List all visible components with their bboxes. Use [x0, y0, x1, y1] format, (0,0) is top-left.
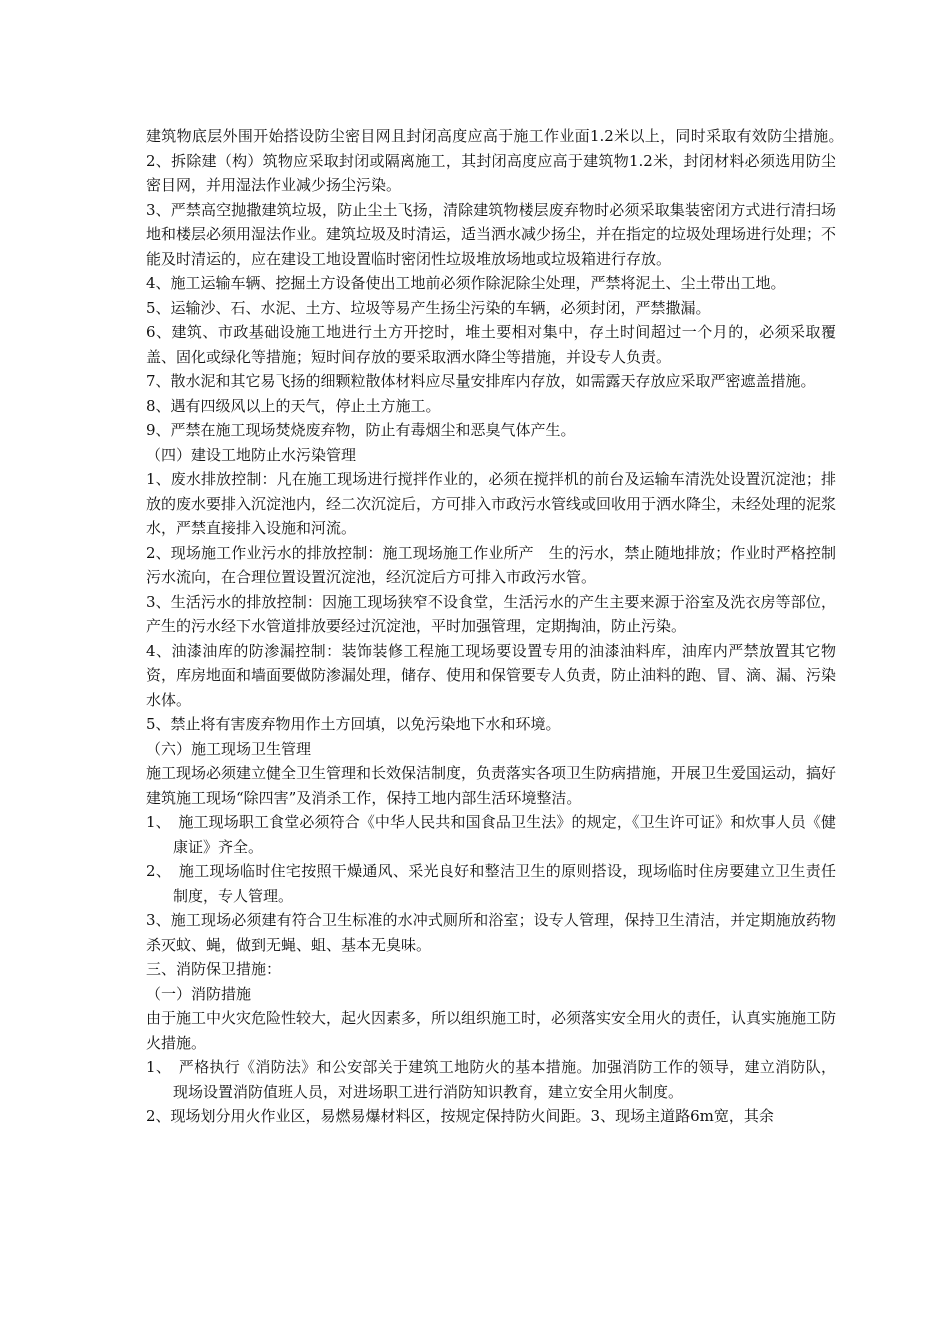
- paragraph-hygiene-intro: 施工现场必须建立健全卫生管理和长效保洁制度，负责落实各项卫生防病措施，开展卫生爱国运动，搞好建筑施工现场“除四害”及消杀工作，保持工地内部生活环境整洁。: [146, 764, 837, 807]
- paragraph-paint-storage: 4、油漆油库的防渗漏控制：装饰装修工程施工现场要设置专用的油漆油料库，油库内严禁放置其它物资，库房地面和墙面要做防渗漏处理，储存、使用和保管要专人负责，防止油料的跑、冒、滴、漏、污染水体。: [146, 641, 837, 709]
- paragraph-backfill: 5、禁止将有害废弃物用作土方回填，以免污染地下水和环境。: [146, 715, 561, 733]
- section-heading-fire-security: 三、消防保卫措施：: [146, 960, 282, 978]
- document-body: [146, 124, 852, 1129]
- paragraph-toilets: 3、施工现场必须建有符合卫生标准的水冲式厕所和浴室；设专人管理，保持卫生清洁，并定期施放药物杀灭蚊、蝇，做到无蝇、蛆、基本无臭味。: [146, 911, 836, 954]
- paragraph-dust-fence: 建筑物底层外围开始搭设防尘密目网且封闭高度应高于施工作业面1.2米以上，同时采取有效防尘措施。 2、拆除建（构）筑物应采取封闭或隔离施工，其封闭高度应高于建筑物1.2米，封闭材料必须选用防尘密目网，并用湿法作业减少扬尘污染。: [146, 127, 852, 194]
- paragraph-item-3-waste: 3、严禁高空抛撒建筑垃圾，防止尘土飞扬，清除建筑物楼层废弃物时必须采取集装密闭方式进行清扫场地和楼层必须用湿法作业。建筑垃圾及时清运，适当洒水减少扬尘，并在指定的垃圾处理场进行处理；不能及时清运的，应在建设工地设置临时密闭性垃圾堆放场地或垃圾箱进行存放。: [146, 200, 837, 268]
- paragraph-work-sewage: 2、现场施工作业污水的排放控制：施工现场施工作业所产 生的污水，禁止随地排放；作业时严格控制污水流向，在合理位置设置沉淀池，经沉淀后方可排入市政污水管。: [146, 543, 836, 586]
- paragraph-wastewater-control: 1、废水排放控制：凡在施工现场进行搅拌作业的，必须在搅拌机的前台及运输车清洗处设置沉淀池；排放的废水要排入沉淀池内，经二次沉淀后，方可排入市政污水管线或回收用于洒水降尘，未经处理的泥浆水，严禁直接排入设施和河流。: [146, 470, 837, 537]
- list-item-housing: 2、 施工现场临时住宅按照干燥通风、采光良好和整洁卫生的原则搭设，现场临时住房要建立卫生责任制度，专人管理。: [146, 862, 836, 905]
- section-heading-hygiene: （六）施工现场卫生管理: [146, 739, 312, 758]
- paragraph-fire-intro: 由于施工中火灾危险性较大，起火因素多，所以组织施工时，必须落实安全用火的责任，认真实施施工防火措施。: [146, 1009, 837, 1052]
- paragraph-item-6-excavation: 6、建筑、市政基础设施工地进行土方开挖时，堆土要相对集中，存土时间超过一个月的，必须采取覆盖、固化或绿化等措施；短时间存放的要采取洒水降尘等措施，并设专人负责。: [146, 323, 836, 366]
- paragraph-item-9-burning: 9、严禁在施工现场焚烧废弃物，防止有毒烟尘和恶臭气体产生。: [146, 421, 576, 439]
- paragraph-fire-zones: 2、现场划分用火作业区，易燃易爆材料区，按规定保持防火间距。3、现场主道路6m宽，其余: [146, 1107, 774, 1125]
- section-heading-fire-measures: （一）消防措施: [146, 984, 252, 1003]
- list-item-canteen: 1、 施工现场职工食堂必须符合《中华人民共和国食品卫生法》的规定，《卫生许可证》和炊事人员《健康证》齐全。: [146, 813, 836, 856]
- paragraph-item-4-vehicles: 4、施工运输车辆、挖掘土方设备使出工地前必须作除泥除尘处理，严禁将泥土、尘土带出工地。: [146, 274, 786, 292]
- paragraph-item-5-transport: 5、运输沙、石、水泥、土方、垃圾等易产生扬尘污染的车辆，必须封闭，严禁撒漏。: [146, 298, 711, 317]
- paragraph-item-7-materials: 7、散水泥和其它易飞扬的细颗粒散体材料应尽量安排库内存放，如需露天存放应采取严密遮盖措施。: [146, 372, 816, 390]
- paragraph-item-8-wind: 8、遇有四级风以上的天气，停止土方施工。: [146, 396, 441, 415]
- section-heading-water-pollution: （四）建设工地防止水污染管理: [146, 445, 357, 464]
- paragraph-domestic-sewage: 3、生活污水的排放控制：因施工现场狭窄不设食堂，生活污水的产生主要来源于浴室及洗衣房等部位，产生的污水经下水管道排放要经过沉淀池，平时加强管理，定期掏油，防止污染。: [146, 592, 836, 635]
- list-item-fire-law: 1、 严格执行《消防法》和公安部关于建筑工地防火的基本措施。加强消防工作的领导，建立消防队，现场设置消防值班人员，对进场职工进行消防知识教育，建立安全用火制度。: [146, 1058, 836, 1101]
